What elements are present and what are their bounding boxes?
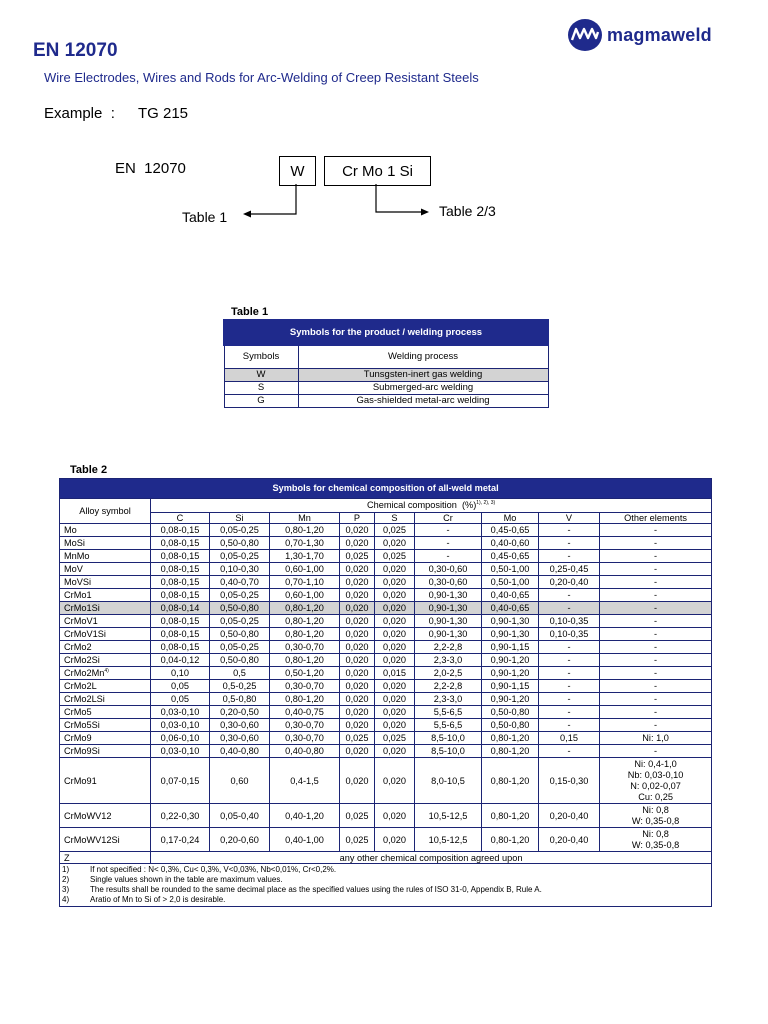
cell-c: 0,08-0,15 bbox=[151, 628, 210, 641]
designation-prefix: EN 12070 bbox=[115, 160, 186, 177]
table2-col-chem: Chemical composition (%)$^{1), 2), 3)}$ bbox=[151, 499, 712, 513]
alloy-symbol: MoVSi bbox=[60, 576, 151, 589]
footnote bbox=[62, 865, 709, 875]
cell-s: 0,020 bbox=[375, 537, 415, 550]
cell-v: - bbox=[539, 537, 600, 550]
cell-cr: 8,5-10,0 bbox=[415, 732, 482, 745]
cell-cr: 2,0-2,5 bbox=[415, 667, 482, 680]
table2-footnotes bbox=[60, 864, 712, 907]
cell-p: 0,020 bbox=[340, 537, 375, 550]
cell-cr: 8,5-10,0 bbox=[415, 745, 482, 758]
alloy-symbol: MnMo bbox=[60, 550, 151, 563]
alloy-symbol: CrMo2 bbox=[60, 641, 151, 654]
cell-other: - bbox=[600, 602, 712, 615]
cell-mo: 0,50-1,00 bbox=[482, 563, 539, 576]
cell-p: 0,020 bbox=[340, 758, 375, 804]
alloy-symbol: CrMoV1 bbox=[60, 615, 151, 628]
other-element-line: Cu: 0,25 bbox=[638, 791, 673, 802]
cell-other: - bbox=[600, 745, 712, 758]
table1-col-process: Welding process bbox=[298, 345, 548, 368]
cell-other: - bbox=[600, 706, 712, 719]
cell-si: 0,05-0,25 bbox=[210, 524, 270, 537]
designation-connectors bbox=[0, 0, 768, 260]
table2-col-header: S bbox=[375, 513, 415, 524]
cell-si: 0,20-0,60 bbox=[210, 828, 270, 852]
other-element-line: W: 0,35-0,8 bbox=[631, 839, 680, 850]
alloy-symbol: CrMoWV12Si bbox=[60, 828, 151, 852]
example-value: TG 215 bbox=[138, 105, 189, 122]
process-symbol-box: W bbox=[279, 156, 316, 186]
cell-mn: 0,70-1,30 bbox=[270, 537, 340, 550]
cell-s: 0,020 bbox=[375, 602, 415, 615]
table2-col-header: C bbox=[151, 513, 210, 524]
cell-mn: 0,70-1,10 bbox=[270, 576, 340, 589]
cell-mo: 0,90-1,30 bbox=[482, 628, 539, 641]
cell-si: 0,30-0,60 bbox=[210, 719, 270, 732]
cell-c: 0,05 bbox=[151, 693, 210, 706]
cell-si: 0,60 bbox=[210, 758, 270, 804]
cell-mn: 0,40-1,20 bbox=[270, 804, 340, 828]
table2-col-header: Other elements bbox=[600, 513, 712, 524]
cell-si: 0,05-0,25 bbox=[210, 589, 270, 602]
other-element-line: W: 0,35-0,8 bbox=[631, 815, 680, 826]
table-row bbox=[60, 680, 712, 693]
alloy-symbol: CrMo91 bbox=[60, 758, 151, 804]
cell-s: 0,020 bbox=[375, 576, 415, 589]
table2-col-alloy: Alloy symbol bbox=[60, 499, 151, 524]
cell-p: 0,020 bbox=[340, 667, 375, 680]
table-row bbox=[60, 628, 712, 641]
cell-mo: 0,45-0,65 bbox=[482, 550, 539, 563]
cell-mo: 0,50-1,00 bbox=[482, 576, 539, 589]
cell-cr: 0,30-0,60 bbox=[415, 576, 482, 589]
cell-p: 0,020 bbox=[340, 576, 375, 589]
cell-cr: 10,5-12,5 bbox=[415, 804, 482, 828]
cell-p: 0,020 bbox=[340, 654, 375, 667]
cell-c: 0,08-0,14 bbox=[151, 602, 210, 615]
cell-mn: 1,30-1,70 bbox=[270, 550, 340, 563]
cell-p: 0,020 bbox=[340, 589, 375, 602]
cell-other: - bbox=[600, 719, 712, 732]
table-row bbox=[60, 693, 712, 706]
cell-mn: 0,80-1,20 bbox=[270, 615, 340, 628]
cell-s: 0,025 bbox=[375, 550, 415, 563]
cell-mn: 0,80-1,20 bbox=[270, 628, 340, 641]
table2-caption: Table 2 bbox=[70, 464, 108, 476]
table2-col-header: V bbox=[539, 513, 600, 524]
table2-col-header: Mo bbox=[482, 513, 539, 524]
alloy-symbol: CrMo5 bbox=[60, 706, 151, 719]
cell-c: 0,04-0,12 bbox=[151, 654, 210, 667]
cell-other: - bbox=[600, 589, 712, 602]
cell-mo: 0,90-1,20 bbox=[482, 654, 539, 667]
cell-p: 0,020 bbox=[340, 615, 375, 628]
cell-cr: 8,0-10,5 bbox=[415, 758, 482, 804]
reference-table23: Table 2/3 bbox=[439, 203, 496, 219]
table-row bbox=[60, 589, 712, 602]
other-element-line: Ni: 0,8 bbox=[642, 828, 669, 839]
cell-p: 0,025 bbox=[340, 804, 375, 828]
footnote-text: The results shall be rounded to the same decimal place as the specified values using the rules of ISO 31-0, Appendix B, Rule A. bbox=[90, 885, 542, 895]
cell-mo: 0,50-0,80 bbox=[482, 706, 539, 719]
cell-other: - bbox=[600, 693, 712, 706]
cell-v: 0,20-0,40 bbox=[539, 804, 600, 828]
cell-p: 0,020 bbox=[340, 641, 375, 654]
cell-mo: 0,90-1,20 bbox=[482, 693, 539, 706]
cell-c: 0,08-0,15 bbox=[151, 537, 210, 550]
chemical-composition-table bbox=[59, 478, 712, 907]
cell-mo: 0,50-0,80 bbox=[482, 719, 539, 732]
reference-table1: Table 1 bbox=[182, 209, 228, 225]
cell-other: - bbox=[600, 667, 712, 680]
other-element-line: Ni: 0,4-1,0 bbox=[634, 758, 677, 769]
cell-c: 0,08-0,15 bbox=[151, 641, 210, 654]
cell-c: 0,08-0,15 bbox=[151, 524, 210, 537]
table1-col-symbols: Symbols bbox=[224, 345, 298, 368]
cell-other: - bbox=[600, 680, 712, 693]
alloy-symbol: Mo bbox=[60, 524, 151, 537]
alloy-symbol: CrMo2L bbox=[60, 680, 151, 693]
cell-mo: 0,80-1,20 bbox=[482, 732, 539, 745]
footnote bbox=[62, 895, 709, 905]
table-row bbox=[60, 852, 712, 864]
cell-mo: 0,80-1,20 bbox=[482, 828, 539, 852]
table1-caption: Table 1 bbox=[231, 306, 269, 318]
cell-s: 0,020 bbox=[375, 706, 415, 719]
table-row bbox=[60, 667, 712, 680]
document-subtitle: Wire Electrodes, Wires and Rods for Arc-Welding of Creep Resistant Steels bbox=[44, 70, 479, 85]
table-row bbox=[60, 745, 712, 758]
cell-other bbox=[600, 804, 712, 828]
cell-cr: - bbox=[415, 550, 482, 563]
cell-other: - bbox=[600, 576, 712, 589]
table-row bbox=[60, 615, 712, 628]
cell-s: 0,020 bbox=[375, 615, 415, 628]
cell-mo: 0,90-1,20 bbox=[482, 667, 539, 680]
cell-mo: 0,90-1,15 bbox=[482, 680, 539, 693]
alloy-symbol: CrMo2LSi bbox=[60, 693, 151, 706]
cell-s: 0,020 bbox=[375, 628, 415, 641]
cell-mn: 0,60-1,00 bbox=[270, 563, 340, 576]
cell-mn: 0,80-1,20 bbox=[270, 654, 340, 667]
cell-v: - bbox=[539, 654, 600, 667]
cell-c: 0,06-0,10 bbox=[151, 732, 210, 745]
alloy-symbol: CrMoWV12 bbox=[60, 804, 151, 828]
cell-si: 0,40-0,80 bbox=[210, 745, 270, 758]
cell-s: 0,020 bbox=[375, 680, 415, 693]
cell-mo: 0,40-0,65 bbox=[482, 602, 539, 615]
cell-c: 0,03-0,10 bbox=[151, 719, 210, 732]
cell-mo: 0,40-0,65 bbox=[482, 589, 539, 602]
cell-cr: 0,30-0,60 bbox=[415, 563, 482, 576]
cell-si: 0,50-0,80 bbox=[210, 602, 270, 615]
cell-c: 0,05 bbox=[151, 680, 210, 693]
cell-mo: 0,80-1,20 bbox=[482, 745, 539, 758]
cell-s: 0,020 bbox=[375, 563, 415, 576]
cell-v: 0,10-0,35 bbox=[539, 628, 600, 641]
cell-cr: 2,2-2,8 bbox=[415, 641, 482, 654]
cell-cr: 2,2-2,8 bbox=[415, 680, 482, 693]
cell-si: 0,10-0,30 bbox=[210, 563, 270, 576]
table-row bbox=[60, 804, 712, 828]
cell-other: - bbox=[600, 654, 712, 667]
connector-table23 bbox=[376, 184, 422, 212]
cell-p: 0,020 bbox=[340, 680, 375, 693]
arrow-table1 bbox=[243, 211, 251, 218]
cell-c: 0,08-0,15 bbox=[151, 550, 210, 563]
cell-cr: - bbox=[415, 524, 482, 537]
cell-si: 0,05-0,25 bbox=[210, 550, 270, 563]
cell-v: 0,20-0,40 bbox=[539, 828, 600, 852]
cell-other: - bbox=[600, 524, 712, 537]
cell-c: 0,03-0,10 bbox=[151, 745, 210, 758]
cell-cr: 10,5-12,5 bbox=[415, 828, 482, 852]
cell-cr: 5,5-6,5 bbox=[415, 719, 482, 732]
cell-mn: 0,40-0,75 bbox=[270, 706, 340, 719]
alloy-symbol: CrMo9Si bbox=[60, 745, 151, 758]
cell-s: 0,020 bbox=[375, 828, 415, 852]
footnote-mark: 4) bbox=[62, 895, 70, 905]
table2-header: Symbols for chemical composition of all-weld metal bbox=[60, 479, 712, 499]
cell-si: 0,50-0,80 bbox=[210, 628, 270, 641]
cell-s: 0,020 bbox=[375, 693, 415, 706]
cell-mo: 0,40-0,60 bbox=[482, 537, 539, 550]
table-row: S Submerged-arc welding bbox=[224, 381, 548, 394]
cell-v: - bbox=[539, 680, 600, 693]
cell-other: - bbox=[600, 563, 712, 576]
cell-v: - bbox=[539, 602, 600, 615]
cell-v: - bbox=[539, 524, 600, 537]
arrow-table23 bbox=[421, 209, 429, 216]
cell-mn: 0,80-1,20 bbox=[270, 602, 340, 615]
cell-v: - bbox=[539, 589, 600, 602]
cell-s: 0,025 bbox=[375, 732, 415, 745]
cell-v: - bbox=[539, 693, 600, 706]
footnote-text: If not specified : N< 0,3%, Cu< 0,3%, V<0,03%, Nb<0,01%, Cr<0,2%. bbox=[90, 865, 337, 875]
cell-other: - bbox=[600, 615, 712, 628]
cell-v: - bbox=[539, 667, 600, 680]
cell-s: 0,020 bbox=[375, 719, 415, 732]
cell-mo: 0,45-0,65 bbox=[482, 524, 539, 537]
footnote-mark: 3) bbox=[62, 885, 70, 895]
cell-mn: 0,40-0,80 bbox=[270, 745, 340, 758]
cell-mn: 0,80-1,20 bbox=[270, 693, 340, 706]
cell-p: 0,025 bbox=[340, 828, 375, 852]
cell-cr: 0,90-1,30 bbox=[415, 602, 482, 615]
cell-si: 0,50-0,80 bbox=[210, 537, 270, 550]
table-row bbox=[60, 732, 712, 745]
cell-c: 0,08-0,15 bbox=[151, 615, 210, 628]
cell-v: 0,25-0,45 bbox=[539, 563, 600, 576]
cell-v: 0,10-0,35 bbox=[539, 615, 600, 628]
cell-v: - bbox=[539, 641, 600, 654]
cell-v: 0,15-0,30 bbox=[539, 758, 600, 804]
cell-other bbox=[600, 828, 712, 852]
welding-process-table bbox=[223, 319, 549, 408]
cell-s: 0,020 bbox=[375, 654, 415, 667]
cell-v: - bbox=[539, 706, 600, 719]
cell-other bbox=[600, 758, 712, 804]
cell-si: 0,05-0,40 bbox=[210, 804, 270, 828]
cell-v: - bbox=[539, 745, 600, 758]
cell-cr: 2,3-3,0 bbox=[415, 693, 482, 706]
alloy-symbol: CrMo2Si bbox=[60, 654, 151, 667]
cell-mn: 0,30-0,70 bbox=[270, 732, 340, 745]
cell-p: 0,020 bbox=[340, 719, 375, 732]
cell-v: 0,15 bbox=[539, 732, 600, 745]
cell-p: 0,020 bbox=[340, 563, 375, 576]
table-row bbox=[60, 550, 712, 563]
connector-table1 bbox=[250, 184, 296, 214]
table-row bbox=[60, 602, 712, 615]
document-title: EN 12070 bbox=[33, 40, 118, 61]
cell-mn: 0,30-0,70 bbox=[270, 680, 340, 693]
table-row bbox=[60, 537, 712, 550]
cell-mn: 0,4-1,5 bbox=[270, 758, 340, 804]
cell-si: 0,5 bbox=[210, 667, 270, 680]
cell-si: 0,50-0,80 bbox=[210, 654, 270, 667]
footnote-mark: 1) bbox=[62, 865, 70, 875]
cell-p: 0,020 bbox=[340, 524, 375, 537]
other-element-line: N: 0,02-0,07 bbox=[630, 780, 681, 791]
footnote bbox=[62, 875, 709, 885]
cell-other: - bbox=[600, 537, 712, 550]
table2-col-header: Cr bbox=[415, 513, 482, 524]
table-row bbox=[60, 641, 712, 654]
alloy-symbol: CrMo1Si bbox=[60, 602, 151, 615]
logo-text: magmaweld bbox=[607, 24, 712, 45]
chemical-symbol-box: Cr Mo 1 Si bbox=[324, 156, 431, 186]
cell-v: 0,20-0,40 bbox=[539, 576, 600, 589]
table-row: W Tunsgsten-inert gas welding bbox=[224, 368, 548, 381]
cell-s: 0,020 bbox=[375, 758, 415, 804]
cell-mn: 0,30-0,70 bbox=[270, 719, 340, 732]
alloy-symbol: CrMo2Mn$^{4)}$ bbox=[60, 667, 151, 680]
cell-v: - bbox=[539, 550, 600, 563]
cell-cr: 0,90-1,30 bbox=[415, 615, 482, 628]
footnote-mark: 2) bbox=[62, 875, 70, 885]
cell-cr: 2,3-3,0 bbox=[415, 654, 482, 667]
cell-p: 0,020 bbox=[340, 628, 375, 641]
cell-c: 0,08-0,15 bbox=[151, 576, 210, 589]
cell-c: 0,17-0,24 bbox=[151, 828, 210, 852]
alloy-symbol: MoV bbox=[60, 563, 151, 576]
footnote-text: Single values shown in the table are maximum values. bbox=[90, 875, 283, 885]
footnote-text: Aratio of Mn to Si of > 2,0 is desirable. bbox=[90, 895, 226, 905]
table2-col-header: Si bbox=[210, 513, 270, 524]
cell-si: 0,05-0,25 bbox=[210, 615, 270, 628]
table1-header: Symbols for the product / welding process bbox=[224, 320, 548, 345]
cell-s: 0,015 bbox=[375, 667, 415, 680]
cell-si: 0,05-0,25 bbox=[210, 641, 270, 654]
other-element-line: Ni: 0,8 bbox=[642, 804, 669, 815]
cell-p: 0,020 bbox=[340, 745, 375, 758]
cell-s: 0,020 bbox=[375, 745, 415, 758]
cell-s: 0,025 bbox=[375, 524, 415, 537]
table-row bbox=[60, 758, 712, 804]
cell-p: 0,020 bbox=[340, 706, 375, 719]
cell-other: Ni: 1,0 bbox=[600, 732, 712, 745]
cell-mn: 0,30-0,70 bbox=[270, 641, 340, 654]
cell-mn: 0,60-1,00 bbox=[270, 589, 340, 602]
other-element-line: Nb: 0,03-0,10 bbox=[627, 769, 684, 780]
table-row bbox=[60, 706, 712, 719]
cell-c: 0,08-0,15 bbox=[151, 563, 210, 576]
cell-cr: - bbox=[415, 537, 482, 550]
table-row bbox=[60, 719, 712, 732]
cell-cr: 0,90-1,30 bbox=[415, 589, 482, 602]
table-row bbox=[60, 524, 712, 537]
z-row-text: any other chemical composition agreed upon bbox=[151, 852, 712, 864]
alloy-symbol: Z bbox=[60, 852, 151, 864]
cell-mn: 0,80-1,20 bbox=[270, 524, 340, 537]
cell-si: 0,5-0,25 bbox=[210, 680, 270, 693]
table2-col-header: P bbox=[340, 513, 375, 524]
alloy-symbol: CrMo1 bbox=[60, 589, 151, 602]
cell-si: 0,5-0,80 bbox=[210, 693, 270, 706]
cell-si: 0,20-0,50 bbox=[210, 706, 270, 719]
table-row bbox=[60, 576, 712, 589]
cell-other: - bbox=[600, 550, 712, 563]
table-row bbox=[60, 563, 712, 576]
cell-p: 0,020 bbox=[340, 693, 375, 706]
cell-mo: 0,90-1,30 bbox=[482, 615, 539, 628]
cell-mn: 0,40-1,00 bbox=[270, 828, 340, 852]
alloy-symbol: CrMoV1Si bbox=[60, 628, 151, 641]
alloy-symbol: MoSi bbox=[60, 537, 151, 550]
footnote bbox=[62, 885, 709, 895]
table2-col-header: Mn bbox=[270, 513, 340, 524]
cell-other: - bbox=[600, 641, 712, 654]
alloy-symbol: CrMo9 bbox=[60, 732, 151, 745]
table-row: G Gas-shielded metal-arc welding bbox=[224, 394, 548, 407]
alloy-symbol: CrMo5Si bbox=[60, 719, 151, 732]
table-row bbox=[60, 828, 712, 852]
cell-mo: 0,80-1,20 bbox=[482, 758, 539, 804]
cell-c: 0,07-0,15 bbox=[151, 758, 210, 804]
cell-mo: 0,80-1,20 bbox=[482, 804, 539, 828]
cell-si: 0,40-0,70 bbox=[210, 576, 270, 589]
cell-s: 0,020 bbox=[375, 804, 415, 828]
cell-v: - bbox=[539, 719, 600, 732]
cell-mn: 0,50-1,20 bbox=[270, 667, 340, 680]
cell-c: 0,03-0,10 bbox=[151, 706, 210, 719]
cell-cr: 0,90-1,30 bbox=[415, 628, 482, 641]
table-row bbox=[60, 654, 712, 667]
cell-c: 0,10 bbox=[151, 667, 210, 680]
cell-s: 0,020 bbox=[375, 589, 415, 602]
example-label: Example : bbox=[44, 105, 115, 122]
cell-p: 0,020 bbox=[340, 602, 375, 615]
cell-c: 0,22-0,30 bbox=[151, 804, 210, 828]
cell-mo: 0,90-1,15 bbox=[482, 641, 539, 654]
cell-c: 0,08-0,15 bbox=[151, 589, 210, 602]
cell-p: 0,025 bbox=[340, 550, 375, 563]
cell-si: 0,30-0,60 bbox=[210, 732, 270, 745]
cell-cr: 5,5-6,5 bbox=[415, 706, 482, 719]
cell-s: 0,020 bbox=[375, 641, 415, 654]
cell-p: 0,025 bbox=[340, 732, 375, 745]
cell-other: - bbox=[600, 628, 712, 641]
